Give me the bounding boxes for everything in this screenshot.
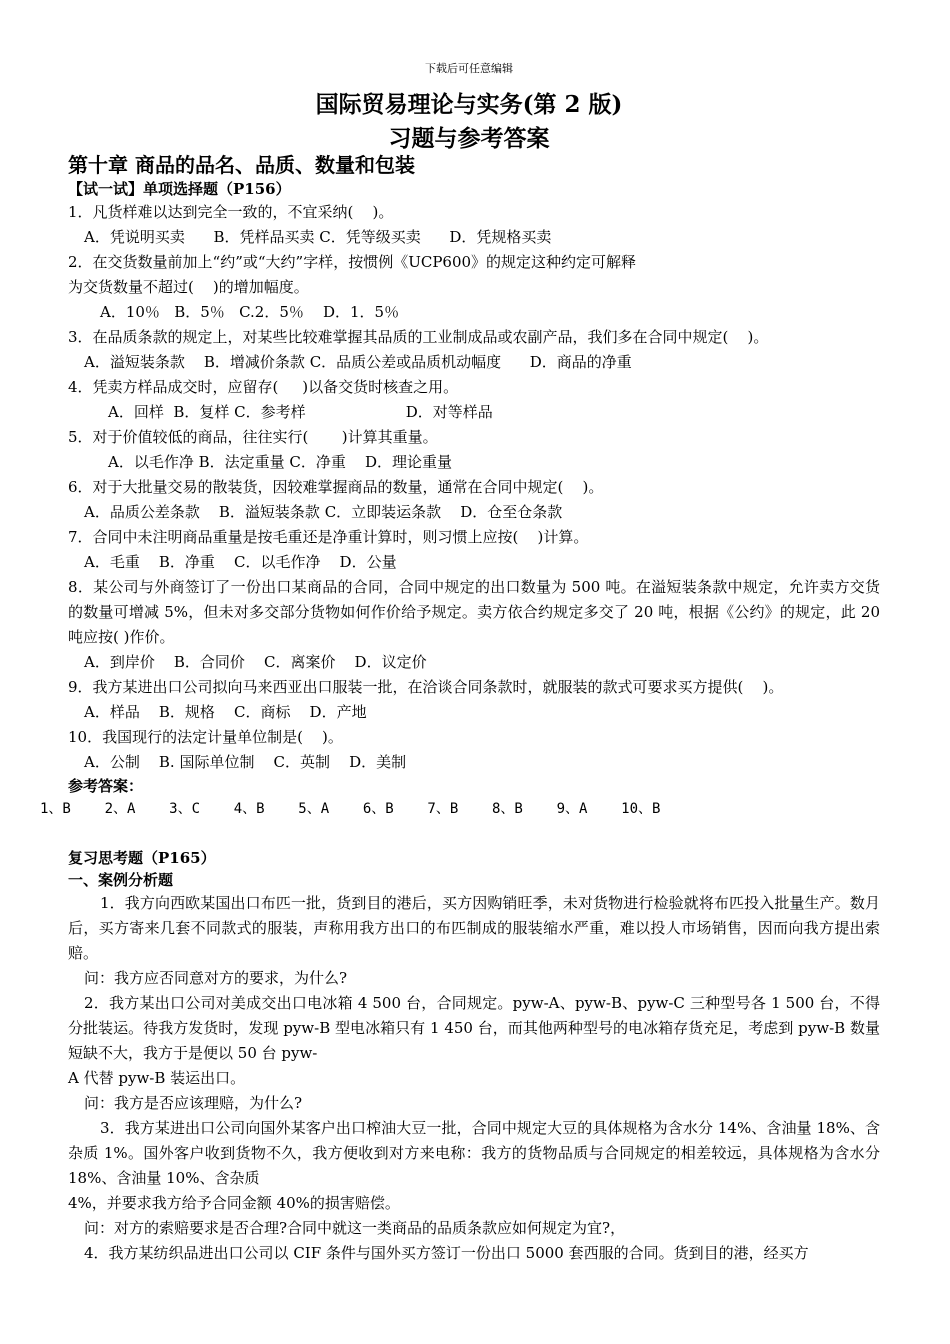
section-heading-cases: 一、案例分析题 [68, 871, 174, 889]
case-3: 3．我方某进出口公司向国外某客户出口榨油大豆一批，合同中规定大豆的具体规格为含水分 14%、含油量 18%、含杂质 1%。国外客户收到货物不久，我方便收到对方来电称：我方的货物品质与合同规定的相差较远，具体规格为含水分 18%、含油量 10%、含杂质 [68, 1119, 880, 1187]
question-options: A．公制 B. 国际单位制 C．英制 D．美制 [84, 753, 407, 771]
question-text: 7．合同中未注明商品重量是按毛重还是净重计算时，则习惯上应按( )计算。 [68, 528, 589, 546]
chapter-heading: 第十章 商品的品名、品质、数量和包装 [68, 153, 415, 177]
question-text: 5．对于价值较低的商品，往往实行( )计算其重量。 [68, 428, 438, 446]
question-options: A．凭说明买卖 B．凭样品买卖 C．凭等级买卖 D．凭规格买卖 [84, 228, 552, 246]
case-4: 4．我方某纺织品进出口公司以 CIF 条件与国外买方签订一份出口 5000 套西服的合同。货到目的港，经买方 [84, 1244, 809, 1262]
question-9 [68, 675, 880, 725]
case-3-question: 问：对方的索赔要求是否合理?合同中就这一类商品的品质条款应如何规定为宜?， [84, 1219, 626, 1237]
section-heading-review: 复习思考题（P165） [68, 849, 216, 867]
question-options: A．溢短装条款 B．增减价条款 C．品质公差或品质机动幅度 D．商品的净重 [84, 353, 632, 371]
answer-key: 1、B 2、A 3、C 4、B 5、A 6、B 7、B 8、B 9、A 10、B [40, 801, 661, 817]
section-heading-quiz: 【试一试】单项选择题（P156） [68, 180, 291, 198]
question-4 [68, 375, 880, 425]
answer-label: 参考答案： [68, 777, 144, 795]
question-2 [68, 250, 880, 325]
question-options: A．毛重 B．净重 C．以毛作净 D．公量 [84, 553, 397, 571]
question-text: 1．凡货样难以达到完全一致的，不宜采纳( )。 [68, 203, 394, 221]
case-1-question: 问：我方应否同意对方的要求，为什么? [84, 969, 348, 987]
question-text-cont: 为交货数量不超过( )的增加幅度。 [68, 278, 309, 296]
case-2-cont: A 代替 pyw-B 装运出口。 [68, 1069, 246, 1087]
question-text: 3．在品质条款的规定上，对某些比较难掌握其品质的工业制成品或农副产品，我们多在合同中规定( )。 [68, 328, 769, 346]
question-text: 8．某公司与外商签订了一份出口某商品的合同，合同中规定的出口数量为 500 吨。在溢短装条款中规定，允许卖方交货的数量可增减 5%，但未对多交部分货物如何作价给予规定。卖方依合约规定多交了 20 吨，根据《公约》的规定，此 20 吨应按( )作价。 [68, 578, 880, 646]
title-line-1: 国际贸易理论与实务(第 2 版) [315, 91, 623, 118]
case-2-question: 问：我方是否应该理赔，为什么? [84, 1094, 303, 1112]
question-1 [68, 200, 880, 250]
question-10 [68, 725, 880, 775]
question-options: A．到岸价 B．合同价 C．离案价 D．议定价 [84, 653, 427, 671]
title-line-2: 习题与参考答案 [388, 125, 550, 152]
question-options: A．回样 B．复样 C．参考样 D．对等样品 [108, 403, 493, 421]
question-options: A．以毛作净 B．法定重量 C．净重 D．理论重量 [108, 453, 452, 471]
spacer [68, 822, 880, 847]
header-note: 下载后可任意编辑 [425, 62, 513, 75]
question-6 [68, 475, 880, 525]
case-1: 1．我方向西欧某国出口布匹一批，货到目的港后，买方因购销旺季，未对货物进行检验就将布匹投入批量生产。数月后，买方寄来几套不同款式的服装，声称用我方出口的布匹制成的服装缩水严重，难以投人市场销售，因而向我方提出索赔。 [68, 894, 880, 962]
question-8 [68, 575, 880, 675]
question-options: A．样品 B．规格 C．商标 D．产地 [84, 703, 367, 721]
case-3-cont: 4%，并要求我方给予合同金额 40%的损害赔偿。 [68, 1194, 400, 1212]
case-2: 2．我方某出口公司对美成交出口电冰箱 4 500 台，合同规定。pyw-A、pyw-B、pyw-C 三种型号各 1 500 台，不得分批装运。待我方发货时，发现 pyw-B 型电冰箱只有 1 450 台，而其他两种型号的电冰箱存货充足，考虑到 pyw-B 数量短缺不大，我方于是便以 50 台 pyw- [68, 994, 880, 1062]
question-7 [68, 525, 880, 575]
question-options: A．品质公差条款 B．溢短装条款 C．立即装运条款 D．仓至仓条款 [84, 503, 563, 521]
question-text: 6．对于大批量交易的散装货，因较难掌握商品的数量，通常在合同中规定( )。 [68, 478, 604, 496]
question-text: 10．我国现行的法定计量单位制是( )。 [68, 728, 343, 746]
question-text: 2．在交货数量前加上“约”或“大约”字样，按惯例《UCP600》的规定这种约定可解释 [68, 253, 637, 271]
question-text: 9．我方某进出口公司拟向马来西亚出口服装一批，在洽谈合同条款时，就服装的款式可要求买方提供( )。 [68, 678, 784, 696]
question-5 [68, 425, 880, 475]
question-text: 4．凭卖方样品成交时，应留存( )以备交货时核查之用。 [68, 378, 459, 396]
question-options: A．10％ B．5％ C.2．5％ D．1．5％ [100, 303, 400, 321]
question-3 [68, 325, 880, 375]
